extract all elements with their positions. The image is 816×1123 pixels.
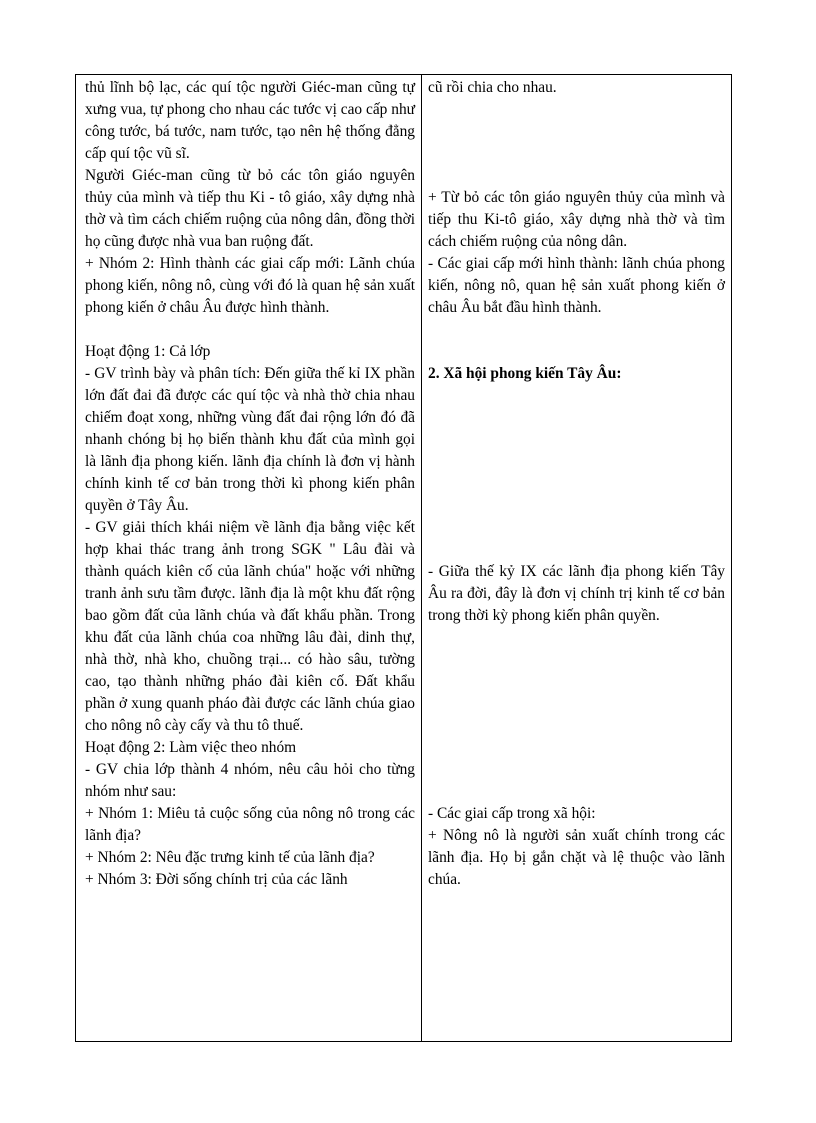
paragraph: - GV chia lớp thành 4 nhóm, nêu câu hỏi cho từng nhóm như sau: [85,761,415,800]
lesson-table [75,74,732,1042]
paragraph: Người Giéc-man cũng từ bỏ các tôn giáo nguyên thủy của mình và tiếp thu Ki - tô giáo, xây dựng nhà thờ và tìm cách chiếm ruộng của nông dân, đồng thời họ cũng được nhà vua ban ruộng đất. [85,167,415,250]
paragraph: + Nhóm 2: Nêu đặc trưng kinh tế của lãnh địa? [85,849,375,866]
paragraph: - Các giai cấp trong xã hội: [428,805,596,822]
paragraph: + Nhóm 2: Hình thành các giai cấp mới: Lãnh chúa phong kiến, nông nô, cùng với đó là quan hệ sản xuất phong kiến ở châu Âu được hình thành. [85,255,415,316]
paragraph: - Giữa thế kỷ IX các lãnh địa phong kiến Tây Âu ra đời, đây là đơn vị chính trị kinh tế cơ bản trong thời kỳ phong kiến phân quyền. [428,563,725,624]
activity-heading: Hoạt động 1: Cả lớp [85,343,211,360]
activities-column [76,75,422,1041]
paragraph: - GV trình bày và phân tích: Đến giữa thế kỉ IX phần lớn đất đai đã được các quí tộc và nhà thờ chia nhau chiếm đoạt xong, những vùng đất đai rộng lớn đó đã nhanh chóng bị họ biến thành khu đất của mình gọi là lãnh địa phong kiến. lãnh địa chính là đơn vị hành chính kinh tế cơ bản trong thời kì phong kiến phân quyền ở Tây Âu. [85,365,415,514]
paragraph: + Nhóm 1: Miêu tả cuộc sống của nông nô trong các lãnh địa? [85,805,415,844]
content-column [422,75,731,1041]
activity-heading: Hoạt động 2: Làm việc theo nhóm [85,739,297,756]
section-heading: 2. Xã hội phong kiến Tây Âu: [428,365,622,382]
paragraph: + Nông nô là người sản xuất chính trong các lãnh địa. Họ bị gắn chặt và lệ thuộc vào lãnh chúa. [428,827,725,888]
paragraph: - Các giai cấp mới hình thành: lãnh chúa phong kiến, nông nô, quan hệ sản xuất phong kiến ở châu Âu bắt đầu hình thành. [428,255,725,316]
paragraph: cũ rồi chia cho nhau. [428,79,557,96]
paragraph: + Từ bỏ các tôn giáo nguyên thủy của mình và tiếp thu Ki-tô giáo, xây dựng nhà thờ và tìm cách chiếm ruộng của nông dân. [428,189,725,250]
paragraph: thủ lĩnh bộ lạc, các quí tộc người Giéc-man cũng tự xưng vua, tự phong cho nhau các tước vị cao cấp như công tước, bá tước, nam tước, tạo nên hệ thống đẳng cấp quí tộc vũ sĩ. [85,79,415,162]
paragraph: + Nhóm 3: Đời sống chính trị của các lãnh [85,871,348,888]
paragraph: - GV giải thích khái niệm về lãnh địa bằng việc kết hợp khai thác trang ảnh trong SGK " Lâu đài và thành quách kiên cố của lãnh chúa" hoặc với những tranh ảnh sưu tầm được. lãnh địa là một khu đất rộng bao gồm đất của lãnh chúa và đất khẩu phần. Trong khu đất của lãnh chúa coa những lâu đài, dinh thự, nhà thờ, nhà kho, chuồng trại... có hào sâu, tường cao, tạo thành những pháo đài kiên cố. Đất khẩu phần ở xung quanh pháo đài được các lãnh chúa giao cho nông nô cày cấy và thu tô thuế. [85,519,415,734]
